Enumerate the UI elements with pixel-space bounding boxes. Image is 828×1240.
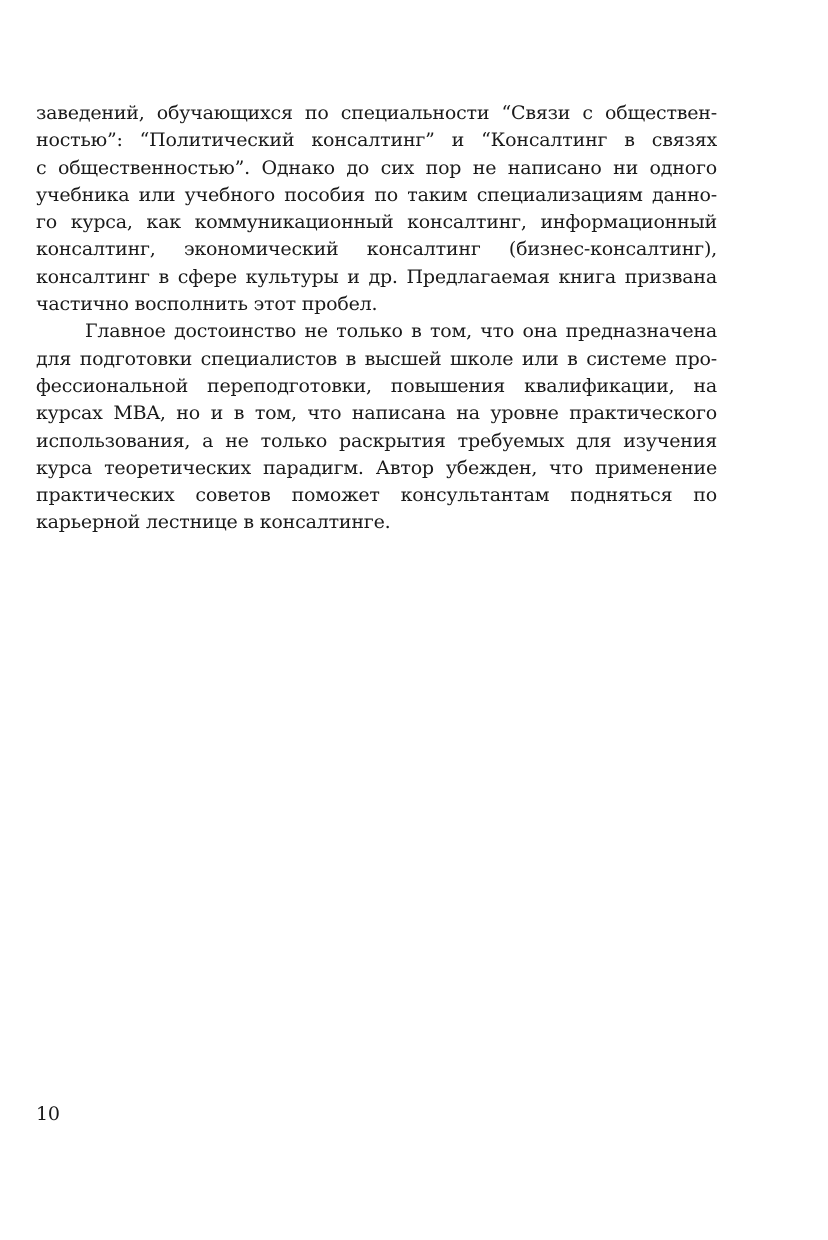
text-line: консалтинг, экономический консалтинг (бизнес-консалтинг), [36, 238, 717, 261]
text-line: фессиональной переподготовки, повышения квалификации, на [36, 374, 717, 397]
text-line: ностью”: “Политический консалтинг” и “Консалтинг в связях [36, 129, 717, 152]
text-line: карьерной лестнице в консалтинге. [36, 511, 391, 534]
paragraph-2 [36, 318, 717, 536]
page-number: 10 [36, 1103, 60, 1125]
text-line: с общественностью”. Однако до сих пор не написано ни одного [36, 156, 717, 179]
text-line: го курса, как коммуникационный консалтинг, информационный [36, 211, 717, 234]
text-line: для подготовки специалистов в высшей школе или в системе про- [36, 347, 717, 370]
text-line: использования, а не только раскрытия требуемых для изучения [36, 429, 717, 452]
text-line: курсах MBA, но и в том, что написана на уровне практического [36, 402, 717, 425]
text-line: частично восполнить этот пробел. [36, 293, 378, 316]
text-line: консалтинг в сфере культуры и др. Предлагаемая книга призвана [36, 265, 717, 288]
text-line: практических советов поможет консультантам подняться по [36, 484, 717, 507]
text-line: заведений, обучающихся по специальности “Связи с обществен- [36, 102, 717, 124]
text-line: курса теоретических парадигм. Автор убежден, что применение [36, 456, 717, 479]
text-line: Главное достоинство не только в том, что она предназначена [85, 320, 717, 343]
text-line: учебника или учебного пособия по таким специализациям данно- [36, 183, 717, 206]
body-text [36, 100, 717, 537]
paragraph-1 [36, 100, 717, 318]
